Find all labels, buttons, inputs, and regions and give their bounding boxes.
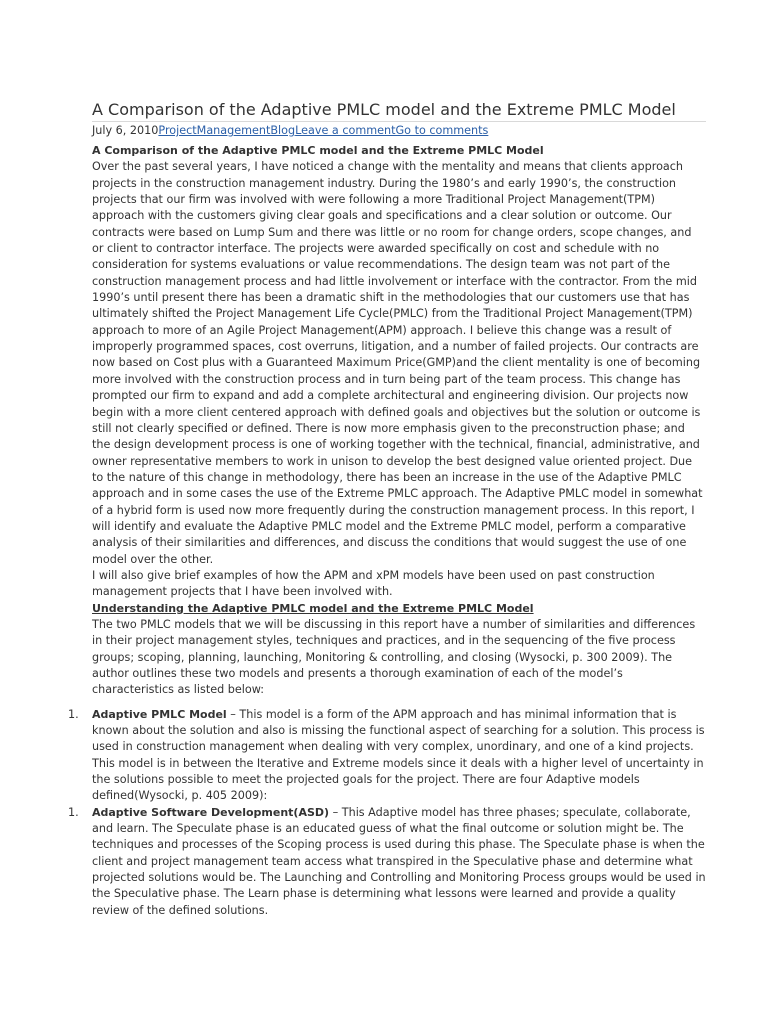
- intro-paragraph: Over the past several years, I have noticed a change with the mentality and means that clients approach projects in the construction management industry. During the 1980’s and early 1990’s, the construction projects that our firm was involved with were following a more Traditional Project Management(TPM) approach with the customers giving clear goals and specifications and a clear solution or outcome. Our contracts were based on Lump Sum and there was little or no room for change orders, scope changes, and or client to contractor interface. The projects were awarded specifically on cost and schedule with no consideration for systems evaluations or value recommendations. The design team was not part of the construction management process and had little involvement or interface with the contractor. From the mid 1990’s until present there has been a dramatic shift in the methodologies that our customers use that has ultimately shifted the Project Management Life Cycle(PMLC) from the Traditional Project Management(TPM) approach to more of an Agile Project Management(APM) approach. I believe this change was a result of improperly programmed spaces, cost overruns, litigation, and a number of failed projects. Our contracts are now based on Cost plus with a Guaranteed Maximum Price(GMP)and the client mentality is one of becoming more involved with the construction process and in turn being part of the team process. This change has prompted our firm to expand and add a complete architectural and engineering division. Our projects now begin with a more client centered approach with defined goals and objectives but the solution or outcome is still not clearly specified or defined. There is now more emphasis given to the preconstruction phase; and the design development process is one of working together with the technical, financial, administrative, and owner representative members to work in unison to develop the best designed value oriented project. Due to the nature of this change in methodology, there has been an increase in the use of the Adaptive PMLC approach and in some cases the use of the Extreme PMLC approach. The Adaptive PMLC model in somewhat of a hybrid form is used now more frequently during the construction management process. In this report, I will identify and evaluate the Adaptive PMLC model and the Extreme PMLC model, perform a comparative analysis of their similarities and differences, and discuss the conditions that would suggest the use of one model over the other.: [92, 160, 703, 566]
- post-body: [68, 143, 706, 919]
- list-item: [68, 707, 706, 805]
- list-text: – This model is a form of the APM approach and has minimal information that is known about the solution and also is missing the functional aspect of searching for a solution. This process is used in construction management when dealing with very complex, unordinary, and one of a kind projects. This model is in between the Iterative and Extreme models since it deals with a higher level of uncertainty in the solutions possible to meet the projected goals for the project. There are four Adaptive models defined(Wysocki, p. 405 2009):: [92, 707, 705, 803]
- lead-heading: A Comparison of the Adaptive PMLC model and the Extreme PMLC Model: [92, 144, 544, 157]
- post-date: July 6, 2010: [92, 124, 159, 137]
- models-paragraph: The two PMLC models that we will be discussing in this report have a number of similarities and differences in their project management styles, techniques and practices, and in the sequencing of the five process groups; scoping, planning, launching, Monitoring & controlling, and closing (Wysocki, p. 300 2009). The author outlines these two models and presents a thorough examination of each of the model’s characteristics as listed below:: [92, 617, 696, 697]
- blog-post: [68, 99, 706, 919]
- list-item: [68, 805, 706, 919]
- list-number: 1.: [68, 805, 79, 819]
- category-link[interactable]: ProjectManagementBlog: [158, 124, 296, 137]
- list-text: – This Adaptive model has three phases; speculate, collaborate, and learn. The Speculate phase is an educated guess of what the final outcome or solution might be. The techniques and processes of the Scoping process is used during this phase. The Speculate phase is when the client and project management team access what transpired in the Speculative phase and determine what projected solutions would be. The Launching and Controlling and Monitoring Process groups would be used in the Speculative phase. The Learn phase is determining what lessons were learned and provide a quality review of the defined solutions.: [92, 805, 706, 917]
- section-heading: Understanding the Adaptive PMLC model and the Extreme PMLC Model: [92, 601, 534, 615]
- post-title: A Comparison of the Adaptive PMLC model and the Extreme PMLC Model: [92, 99, 706, 122]
- go-to-comments-link[interactable]: Go to comments: [395, 124, 489, 137]
- leave-comment-link[interactable]: Leave a comment: [295, 124, 396, 137]
- post-meta: [92, 123, 706, 139]
- examples-paragraph: I will also give brief examples of how the APM and xPM models have been used on past construction management projects that I have been involved with.: [92, 568, 655, 599]
- list-term: Adaptive PMLC Model: [92, 707, 227, 721]
- model-list: [68, 707, 706, 919]
- list-number: 1.: [68, 707, 79, 721]
- list-term: Adaptive Software Development(ASD): [92, 805, 330, 819]
